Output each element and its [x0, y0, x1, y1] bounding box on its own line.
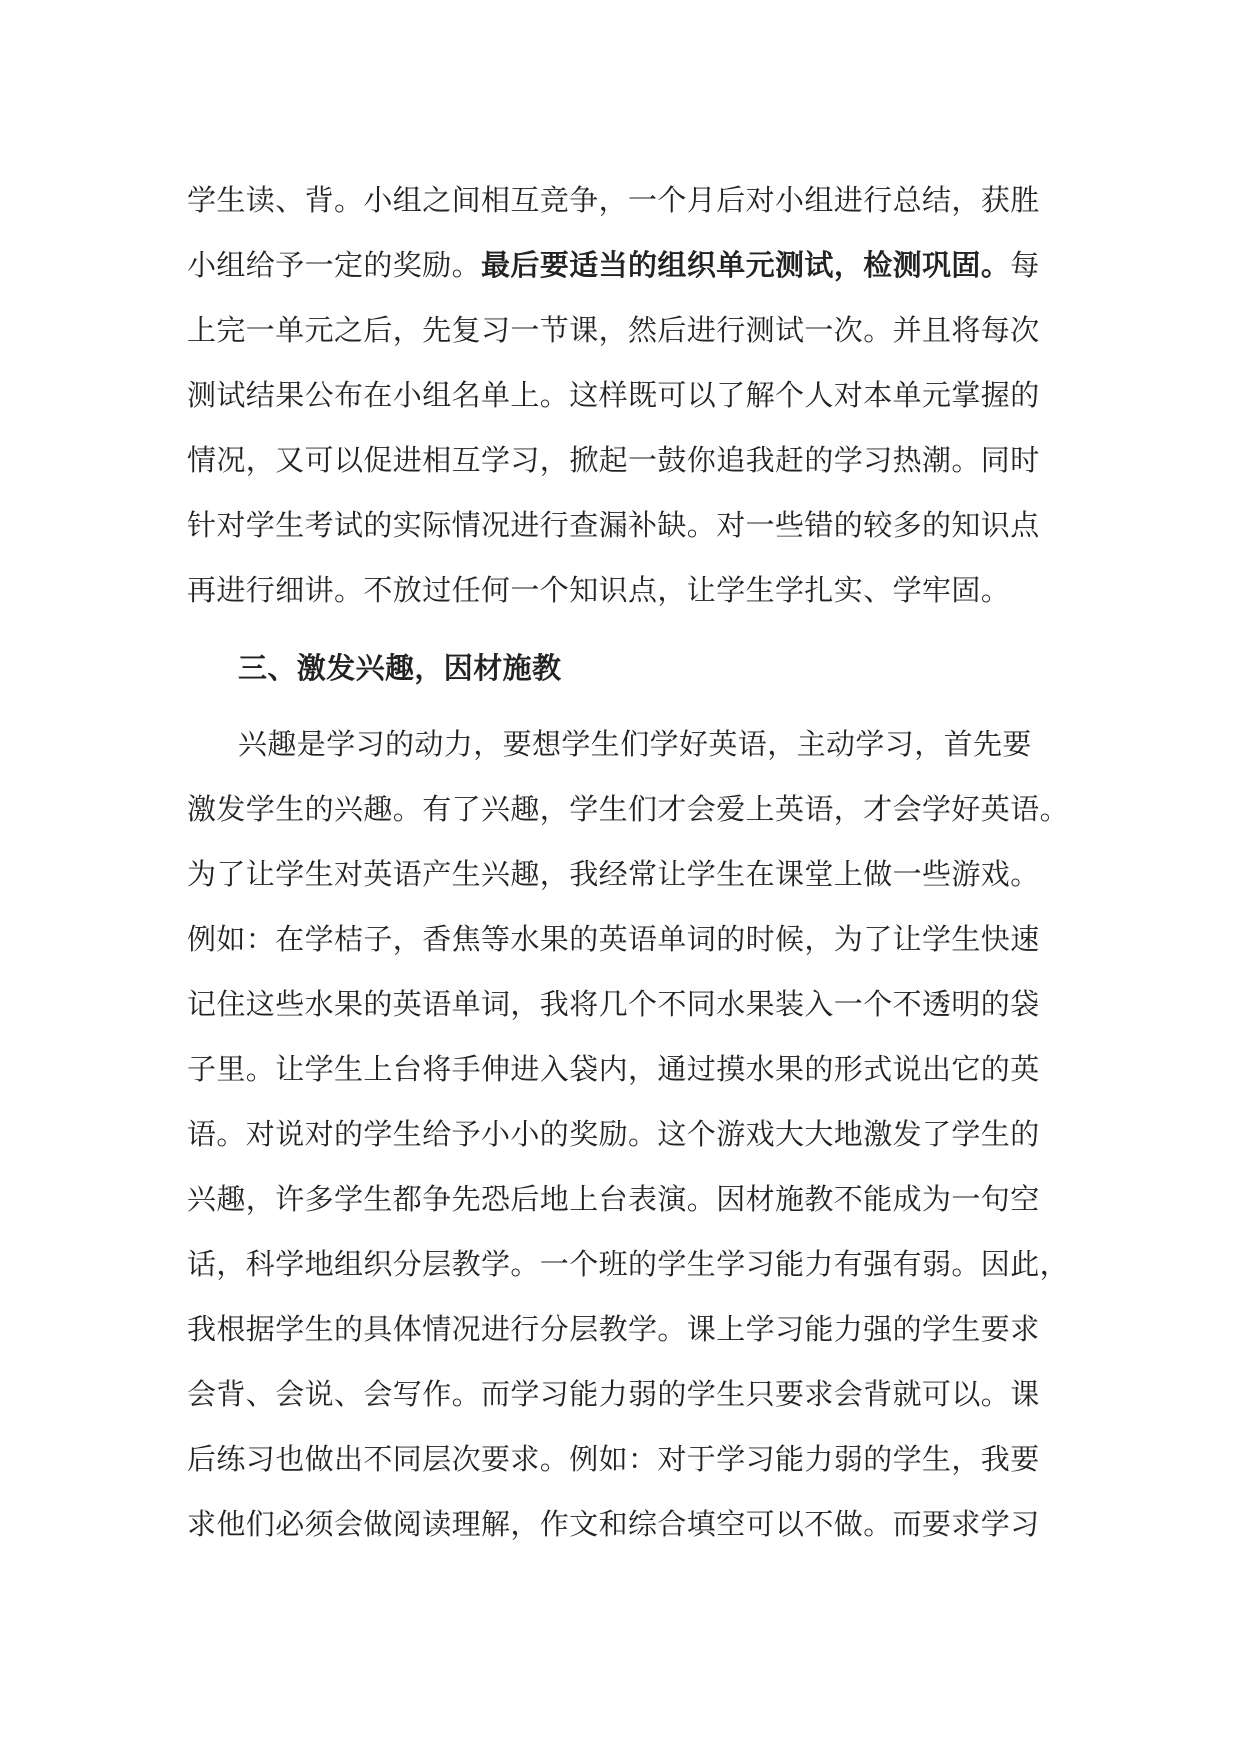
- text-line: 再进行细讲。不放过任何一个知识点，让学生学扎实、学牢固。: [187, 573, 1011, 607]
- text-line: 语。对说对的学生给予小小的奖励。这个游戏大大地激发了学生的: [187, 1117, 1040, 1151]
- document-body: [187, 168, 1070, 1557]
- text-line: 话，科学地组织分层教学。一个班的学生学习能力有强有弱。因此，: [187, 1247, 1070, 1281]
- text-line: 兴趣是学习的动力，要想学生们学好英语，主动学习，首先要: [238, 727, 1032, 761]
- text-line: 我根据学生的具体情况进行分层教学。课上学习能力强的学生要求: [187, 1312, 1040, 1346]
- paragraph-interest-teaching: [187, 712, 1070, 1557]
- text-line: 情况，又可以促进相互学习，掀起一鼓你追我赶的学习热潮。同时: [187, 443, 1040, 477]
- text-line: 上完一单元之后，先复习一节课，然后进行测试一次。并且将每次: [187, 313, 1040, 347]
- text-line: 会背、会说、会写作。而学习能力弱的学生只要求会背就可以。课: [187, 1377, 1040, 1411]
- text-line: 学生读、背。小组之间相互竞争，一个月后对小组进行总结，获胜: [187, 183, 1040, 217]
- text-run: 每: [1010, 248, 1040, 282]
- bold-emphasis: 最后要适当的组织单元测试，检测巩固。: [481, 248, 1011, 282]
- text-line: 激发学生的兴趣。有了兴趣，学生们才会爱上英语，才会学好英语。: [187, 792, 1070, 826]
- text-line: 针对学生考试的实际情况进行查漏补缺。对一些错的较多的知识点: [187, 508, 1040, 542]
- text-run: 小组给予一定的奖励。: [187, 248, 482, 282]
- text-line: [187, 233, 1067, 298]
- text-line: 子里。让学生上台将手伸进入袋内，通过摸水果的形式说出它的英: [187, 1052, 1040, 1086]
- section-heading: 三、激发兴趣，因材施教: [238, 651, 562, 685]
- text-line: 为了让学生对英语产生兴趣，我经常让学生在课堂上做一些游戏。: [187, 857, 1040, 891]
- text-line: 例如：在学桔子，香焦等水果的英语单词的时候，为了让学生快速: [187, 922, 1040, 956]
- text-line: 后练习也做出不同层次要求。例如：对于学习能力弱的学生，我要: [187, 1442, 1040, 1476]
- text-line: 测试结果公布在小组名单上。这样既可以了解个人对本单元掌握的: [187, 378, 1040, 412]
- text-line: 求他们必须会做阅读理解，作文和综合填空可以不做。而要求学习: [187, 1507, 1040, 1541]
- text-line: 记住这些水果的英语单词，我将几个不同水果装入一个不透明的袋: [187, 987, 1040, 1021]
- paragraph-group-competition: [187, 168, 1067, 623]
- text-line: 兴趣，许多学生都争先恐后地上台表演。因材施教不能成为一句空: [187, 1182, 1040, 1216]
